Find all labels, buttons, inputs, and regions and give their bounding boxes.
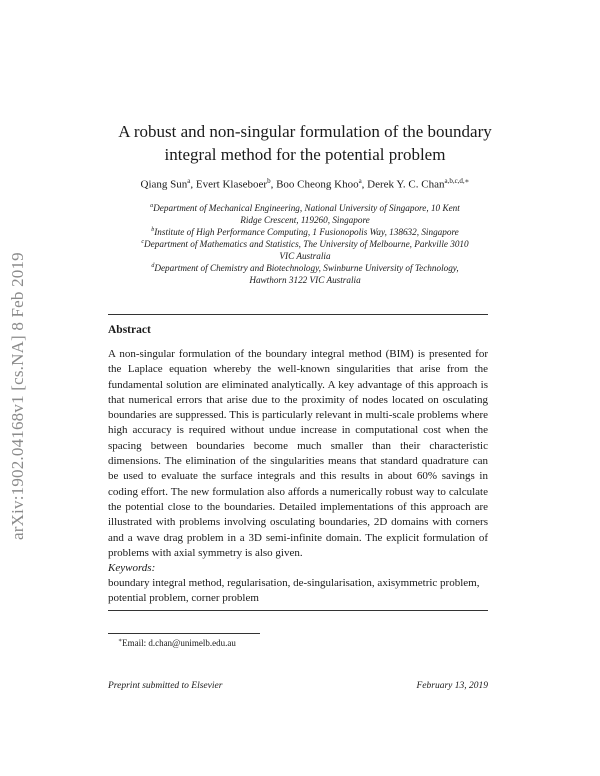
affiliation-mark: b — [151, 227, 155, 233]
preprint-date: February 13, 2019 — [416, 681, 488, 691]
footnote-text: Email: d.chan@unimelb.edu.au — [122, 638, 236, 648]
abstract-body: A non-singular formulation of the boundary integral method (BIM) is presented for the Laplace equation whereby the well-known singularities that arise from the fundamental solution are eliminated analytically. A key advantage of this approach is that numerical errors that arise due to the proximity of nodes located on osculating boundaries are suppressed. This is particularly relevant in multi-scale problems where high accuracy is required without undue increase in computational cost when the spacing between boundaries become much smaller than their characteristic dimensions. The elimination of the singularities means that standard quadrature can be used to evaluate the surface integrals and this results in about 60% savings in coding effort. The new formulation also affords a numerically robust way to calculate the potential close to the boundaries. Detailed implementations of this approach are illustrated with problems involving osculating boundaries, 2D domains with corners and a wave drag problem in a 3D semi-infinite domain. The explicit formulation of problems with axial symmetry is also given. — [108, 348, 488, 559]
abstract-heading: Abstract — [108, 324, 151, 336]
affiliation-mark: c — [141, 239, 145, 245]
author-name: Boo Cheong Khoo — [276, 178, 359, 191]
abstract-bottom-rule — [108, 610, 488, 611]
paper-title — [100, 120, 510, 166]
arxiv-identifier-stamp: arXiv:1902.04168v1 [cs.NA] 8 Feb 2019 — [8, 252, 27, 540]
footnote-mark: ∗ — [118, 638, 123, 644]
author-affiliation-mark: a,b,c,d,∗ — [444, 177, 470, 185]
author-name: Evert Klaseboer — [195, 178, 268, 191]
title-line-1: A robust and non-singular formulation of the boundary — [118, 122, 492, 141]
affiliation-mark: d — [151, 263, 155, 269]
affiliation-line: VIC Australia — [279, 251, 331, 262]
affiliation-line: Department of Mathematics and Statistics, The University of Melbourne, Parkville 3010 — [144, 239, 469, 250]
affiliation-mark: a — [150, 203, 154, 209]
affiliation-line: Department of Chemistry and Biotechnology, Swinburne University of Technology, — [154, 263, 459, 274]
affiliation-line: Institute of High Performance Computing, 1 Fusionopolis Way, 138632, Singapore — [154, 227, 459, 238]
affiliation-d — [110, 260, 500, 286]
author-name: Qiang Sun — [140, 178, 188, 191]
author-name: Derek Y. C. Chan — [367, 178, 445, 191]
keywords-heading: Keywords: — [108, 562, 156, 574]
keywords-body: boundary integral method, regularisation, de-singularisation, axisymmetric problem, potential problem, corner problem — [108, 577, 480, 605]
author-affiliation-mark: b — [267, 177, 271, 185]
corresponding-author-footnote — [118, 637, 236, 648]
affiliation-line: Hawthorn 3122 VIC Australia — [249, 275, 361, 286]
affiliation-line: Ridge Crescent, 119260, Singapore — [240, 215, 370, 226]
affiliation-a — [110, 200, 500, 226]
abstract-top-rule — [108, 314, 488, 315]
author-list: Qiang Sun$^a$, Evert Klaseboer$^b$, Boo Cheong Khoo$^a$, Derek Y. C. Chan$^{a,b,c,d,∗}$ — [140, 177, 470, 191]
title-line-2: integral method for the potential problem — [164, 145, 446, 164]
footnote-rule — [108, 633, 260, 634]
affiliation-c — [110, 236, 500, 262]
affiliation-line: Department of Mechanical Engineering, National University of Singapore, 10 Kent — [153, 203, 460, 214]
author-affiliation-mark: a — [358, 177, 362, 185]
author-affiliation-mark: a — [187, 177, 191, 185]
preprint-note: Preprint submitted to Elsevier — [108, 681, 223, 691]
